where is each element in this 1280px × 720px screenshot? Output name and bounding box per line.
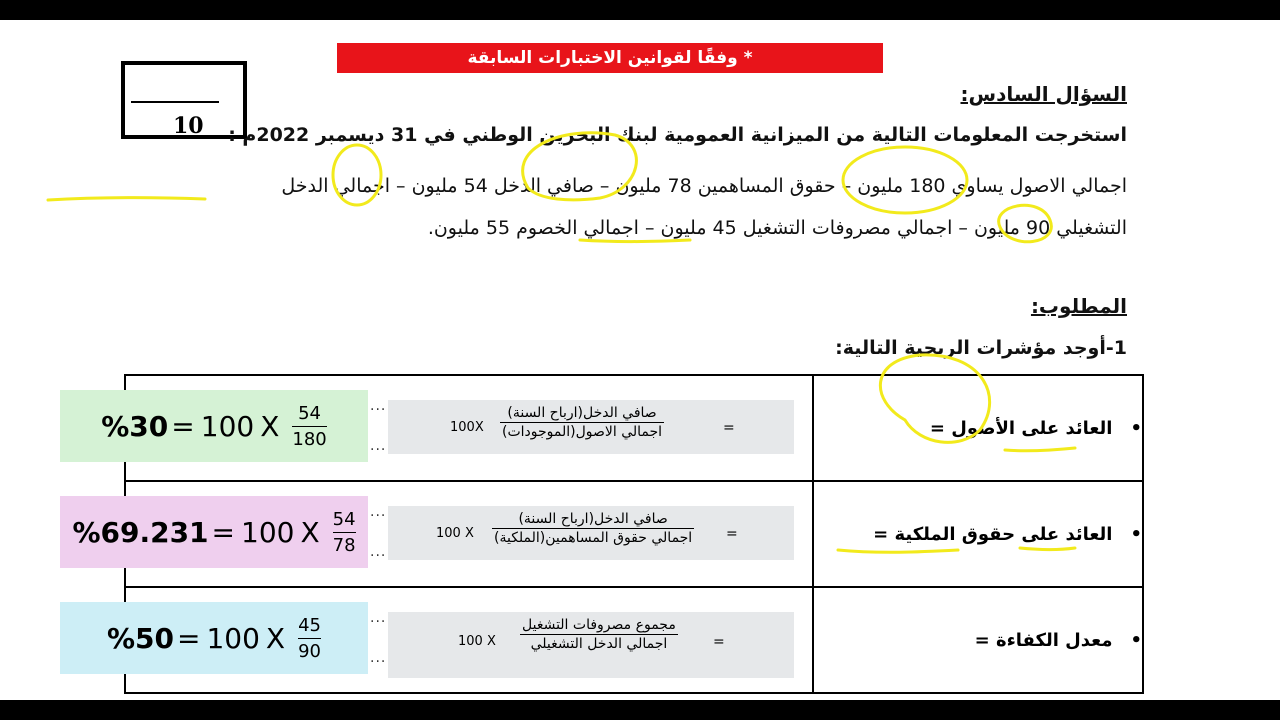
formula-box-roe (388, 506, 794, 560)
formula-equals: = (726, 526, 738, 542)
answer-hundred: 100 (200, 409, 255, 443)
answer-result: %30 (101, 409, 169, 443)
ratio-label-roa: •العائد على الأصول = (813, 375, 1143, 481)
question-title: السؤال السادس: (960, 82, 1127, 106)
formula-cell (101, 375, 813, 481)
dots-bottom: ... (370, 544, 387, 560)
answer-box-roa (60, 390, 368, 462)
formula-box-roa (388, 400, 794, 454)
ratio-label-roe: •العائد على حقوق الملكية = (813, 481, 1143, 587)
worksheet-page (0, 20, 1280, 700)
ratio-label-efficiency: •معدل الكفاءة = (813, 587, 1143, 693)
requirement-item-1: 1-أوجد مؤشرات الربحية التالية: (835, 337, 1127, 359)
formula-cell (106, 587, 813, 693)
answer-hundred: 100 (241, 515, 295, 549)
dots-bottom: ... (370, 650, 387, 666)
score-line (131, 101, 219, 103)
answer-times: X (265, 621, 286, 655)
question-intro: استخرجت المعلومات التالية من الميزانية العمومية لبنك البحرين الوطني في 31 ديسمبر 2022م : (228, 124, 1127, 146)
paragraph-line-2: التشغيلي 90 مليون – اجمالي مصروفات التشغيل 45 مليون – اجمالي الخصوم 55 مليون. (427, 217, 1127, 239)
answer-fraction: 45 90 (298, 614, 322, 662)
formula-hundred: 100 X (458, 634, 496, 649)
table-row (125, 375, 1143, 481)
formula-equals: = (713, 634, 725, 650)
formula-hundred: 100 X (436, 526, 474, 541)
answer-times: X (260, 409, 280, 443)
score-value: 10 (173, 113, 204, 139)
answer-times: X (300, 515, 320, 549)
formula-box-efficiency (388, 612, 794, 678)
dots-top: ... (370, 504, 387, 520)
paragraph-line-1: اجمالي الاصول يساوي 180 مليون – حقوق المساهمين 78 مليون – صافي الدخل 54 مليون – اجمالي الدخل (281, 175, 1127, 197)
dots-bottom: ... (370, 438, 387, 454)
answer-equals: = (177, 621, 201, 655)
answer-hundred: 100 (206, 621, 260, 655)
table-row (125, 481, 1143, 587)
formula-hundred: 100X (450, 420, 484, 435)
rules-banner: * وفقًا لقوانين الاختبارات السابقة (337, 43, 883, 73)
answer-equals: = (211, 515, 236, 549)
answer-box-efficiency (60, 602, 368, 674)
answer-equals: = (171, 409, 195, 443)
required-title: المطلوب: (1030, 294, 1127, 318)
formula-cell (72, 481, 813, 587)
dots-top: ... (370, 610, 387, 626)
question-paragraph (127, 165, 1127, 249)
answer-fraction: 54 180 (292, 402, 327, 450)
formula-fraction: صافي الدخل(ارباح السنة) اجمالي حقوق المساهمين(الملكية) (494, 511, 693, 546)
formula-equals: = (723, 420, 735, 436)
table-row (125, 587, 1143, 693)
dots-top: ... (370, 398, 387, 414)
formula-fraction: مجموع مصروفات التشغيل اجمالي الدخل التشغيلي (522, 617, 676, 652)
answer-fraction: 54 78 (332, 508, 356, 556)
answer-result: %50 (106, 621, 174, 655)
formula-fraction: صافي الدخل(ارباح السنة) اجمالي الاصول(الموجودات) (502, 405, 663, 440)
answer-box-roe (60, 496, 368, 568)
ratios-table (72, 374, 1144, 694)
answer-result: %69.231 (72, 515, 209, 549)
